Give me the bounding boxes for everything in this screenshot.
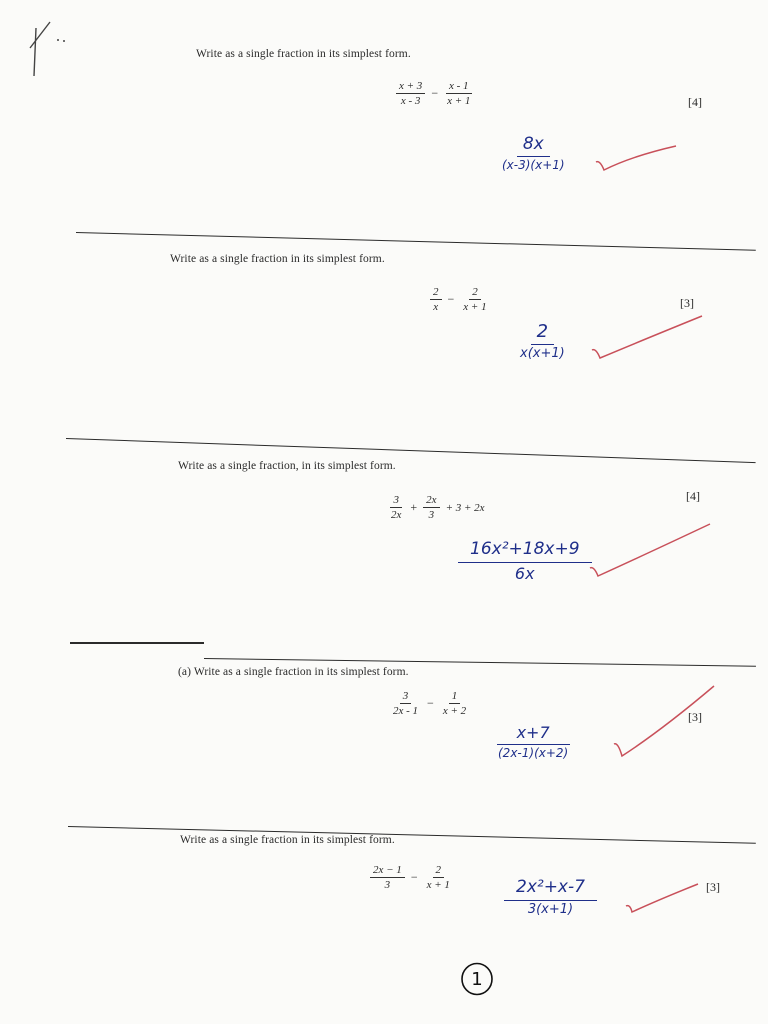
question-1-marks: [4] <box>688 95 702 109</box>
fraction-denominator: 2x <box>391 509 402 522</box>
fraction-numerator: 1 <box>449 690 461 704</box>
fraction-denominator: x + 1 <box>426 879 450 892</box>
question-2-marks: [3] <box>680 296 694 310</box>
fraction-denominator: x - 3 <box>400 95 421 108</box>
answer-denominator: 6x <box>514 563 535 583</box>
fraction-numerator: 2x − 1 <box>370 864 405 878</box>
fraction-numerator: 2 <box>433 864 445 878</box>
question-1-fraction-1 <box>396 80 425 107</box>
question-1-fraction-2 <box>444 80 473 107</box>
question-5-fraction-1 <box>370 864 405 891</box>
answer-denominator: (x-3)(x+1) <box>502 157 565 172</box>
fraction-denominator: x + 1 <box>463 301 487 314</box>
fraction-numerator: 2 <box>469 286 481 300</box>
answer-numerator: 16x²+18x+9 <box>458 540 592 563</box>
question-4-expression <box>390 690 469 717</box>
question-1-answer <box>498 135 569 172</box>
tick-icon <box>588 312 708 364</box>
fraction-denominator: x + 2 <box>442 705 467 718</box>
question-5-answer <box>504 878 597 917</box>
operator: − <box>447 292 455 307</box>
question-1-instruction: Write as a single fraction in its simplest form. <box>196 48 411 60</box>
question-3-answer <box>458 540 592 582</box>
operator: − <box>427 696 434 711</box>
fraction-numerator: x + 3 <box>396 80 425 94</box>
answer-denominator: (2x-1)(x+2) <box>498 745 569 760</box>
question-3-instruction: Write as a single fraction, in its simplest form. <box>178 460 396 472</box>
question-4-fraction-2 <box>440 690 469 717</box>
question-3-fraction-2 <box>423 494 439 521</box>
question-3-expression <box>388 494 485 521</box>
fraction-numerator: 2x <box>423 494 439 508</box>
question-2-expression <box>430 286 490 313</box>
fraction-denominator: 3 <box>428 509 435 522</box>
answer-numerator: x+7 <box>497 724 570 745</box>
fraction-denominator: x + 1 <box>447 95 471 108</box>
question-4-answer <box>494 724 572 760</box>
section-divider <box>76 232 756 251</box>
answer-denominator: 3(x+1) <box>527 901 574 917</box>
operator: − <box>431 86 439 101</box>
fraction-denominator: 3 <box>384 879 391 892</box>
operator: − <box>410 870 418 885</box>
question-2-instruction: Write as a single fraction in its simplest form. <box>170 253 385 265</box>
fraction-numerator: 3 <box>390 494 402 508</box>
section-divider-short <box>70 642 204 644</box>
question-3-marks: [4] <box>686 489 700 503</box>
fraction-denominator: 2x - 1 <box>393 705 419 718</box>
question-5-instruction: Write as a single fraction in its simplest form. <box>180 834 395 846</box>
answer-numerator: 2 <box>531 322 554 345</box>
page-number-text: 1 <box>471 968 483 990</box>
question-4-marks: [3] <box>688 710 702 724</box>
corner-scribble <box>22 18 72 78</box>
question-5-marks: [3] <box>706 880 720 894</box>
fraction-numerator: 2 <box>430 286 442 300</box>
answer-numerator: 8x <box>517 135 550 157</box>
question-4-fraction-1 <box>390 690 421 717</box>
question-2-answer <box>516 322 569 361</box>
fraction-numerator: x - 1 <box>446 80 472 94</box>
question-5-fraction-2 <box>424 864 453 891</box>
fraction-denominator: x <box>433 301 439 314</box>
tick-icon <box>622 878 702 918</box>
question-3-fraction-1 <box>388 494 404 521</box>
question-2-fraction-1 <box>430 286 442 313</box>
answer-denominator: x(x+1) <box>520 345 565 361</box>
question-1-expression <box>396 80 473 107</box>
question-5-expression <box>370 864 453 891</box>
question-2-fraction-2 <box>460 286 489 313</box>
tick-icon <box>592 140 682 180</box>
page-number <box>460 962 494 996</box>
answer-numerator: 2x²+x-7 <box>504 878 597 901</box>
section-divider <box>68 826 756 844</box>
tick-icon <box>586 520 716 582</box>
fraction-numerator: 3 <box>400 690 412 704</box>
tick-icon <box>610 682 720 762</box>
question-4-instruction: (a) Write as a single fraction in its simplest form. <box>178 666 409 678</box>
expression-tail: + 3 + 2x <box>445 501 485 514</box>
operator: + <box>410 500 418 515</box>
section-divider <box>66 438 756 463</box>
